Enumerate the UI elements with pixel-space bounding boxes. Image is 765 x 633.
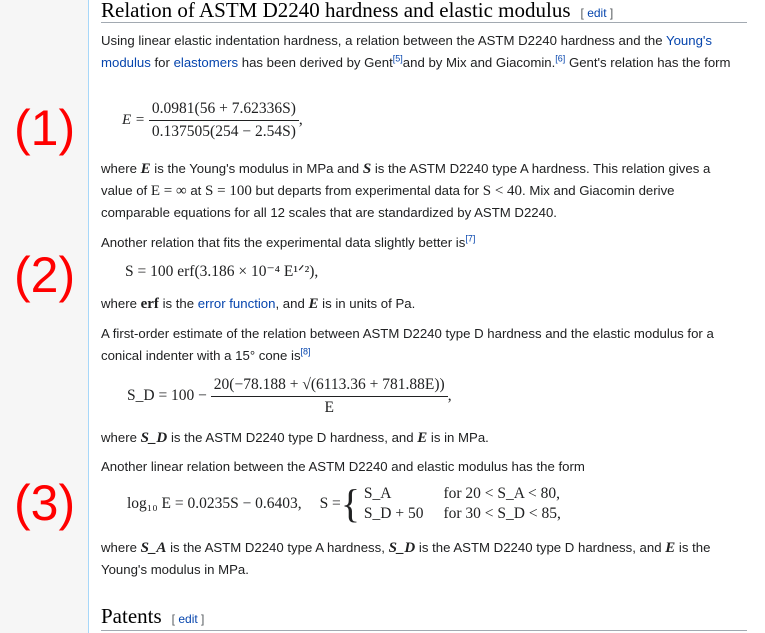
equation-type-d — [127, 376, 452, 417]
text: is in units of Pa. — [318, 296, 416, 311]
section-title: Relation of ASTM D2240 hardness and elastic modulus — [101, 0, 571, 22]
section-heading — [101, 0, 613, 23]
case-value: S_A — [363, 485, 392, 502]
case-row — [364, 484, 567, 504]
math-inline: E = ∞ — [150, 183, 187, 199]
text: is the Young's modulus in MPa and — [150, 161, 363, 176]
paragraph-gent-explanation — [101, 158, 741, 224]
text: is in MPa. — [427, 430, 489, 445]
edit-section-link-wrapper: [ edit ] — [171, 612, 205, 626]
text: where — [101, 540, 141, 555]
edit-section-link[interactable]: edit — [178, 612, 198, 626]
text: is the ASTM D2240 type D hardness, and — [167, 430, 418, 445]
annotation-number-1: (1) — [14, 100, 76, 156]
paragraph-another-relation — [101, 232, 741, 254]
reference-6-link[interactable]: [6] — [555, 53, 566, 64]
equation-fraction — [149, 100, 299, 141]
text: but departs from experimental data for — [251, 183, 483, 198]
equation-lhs: S_D = 100 − — [127, 387, 207, 405]
fraction-denominator: E — [324, 399, 334, 416]
math-erf: erf — [140, 296, 159, 312]
math-E: E — [308, 296, 319, 312]
case-row — [364, 504, 567, 524]
text: , and — [275, 296, 309, 311]
cases-table — [364, 484, 567, 524]
paragraph-linear-relation — [101, 456, 741, 478]
equation-gent — [122, 100, 303, 141]
text: where — [101, 161, 141, 176]
text: is the Young's modulus in MPa. — [101, 540, 711, 577]
text: A first-order estimate of the relation between ASTM D2240 type D hardness and the elastic modulus for a conical indenter with a 15° cone is — [101, 326, 714, 363]
edit-section-link[interactable]: edit — [587, 6, 607, 20]
equation-trailing-comma: , — [298, 111, 303, 129]
text: at — [186, 183, 206, 198]
math-inline: S < 40 — [482, 183, 523, 199]
error-function-link[interactable]: error function — [197, 296, 276, 311]
paragraph-first-order-estimate — [101, 323, 741, 367]
paragraph-intro — [101, 30, 741, 74]
text: Gent's relation has the form — [565, 55, 731, 70]
equation-erf: S = 100 erf(3.186 × 10⁻⁴ E¹ᐟ²), — [125, 263, 319, 280]
equation-log-linear — [127, 481, 567, 526]
elastomers-link[interactable]: elastomers — [173, 55, 239, 70]
heading-divider — [101, 630, 747, 631]
paragraph-linear-explanation — [101, 537, 741, 581]
case-value: S_D + 50 — [363, 505, 424, 522]
annotation-number-2: (2) — [14, 247, 76, 303]
left-sidebar — [0, 0, 88, 633]
edit-section-link-wrapper: [ edit ] — [580, 6, 614, 20]
section-title: Patents — [101, 604, 162, 628]
text: . Mix and Giacomin derive comparable equations for all 12 scales that are standardized by ASTM D2240. — [101, 183, 675, 220]
math-E: E — [140, 161, 151, 177]
math-SD: S_D — [140, 430, 168, 446]
case-condition: for 20 < S_A < 80, — [443, 485, 560, 502]
section-heading-patents — [101, 604, 204, 629]
fraction-numerator: 0.0981(56 + 7.62336S) — [149, 100, 299, 121]
math-E: E — [417, 430, 428, 446]
reference-7-link[interactable]: [7] — [465, 233, 476, 244]
equation-trailing-comma: , — [447, 387, 452, 405]
math-S: S — [362, 161, 372, 177]
text: and by Mix and Giacomin. — [402, 55, 556, 70]
text: Another linear relation between the ASTM D2240 and elastic modulus has the form — [101, 459, 585, 474]
paragraph-erf-explanation — [101, 293, 741, 315]
equation-lhs: log₁₀ E = 0.0235S − 0.6403, — [127, 495, 302, 512]
fraction-numerator: 20(−78.188 + √(6113.36 + 781.88E)) — [211, 376, 448, 397]
text: where — [101, 296, 141, 311]
text: Using linear elastic indentation hardness, a relation between the ASTM D2240 hardness and the — [101, 33, 666, 48]
math-E: E — [665, 540, 676, 556]
text: has been derived by Gent — [238, 55, 393, 70]
text: Another relation that fits the experimental data slightly better is — [101, 235, 466, 250]
equation-lhs: E = — [122, 112, 146, 129]
text: for — [150, 55, 174, 70]
text: is the ASTM D2240 type D hardness, and — [415, 540, 666, 555]
equation-fraction — [211, 376, 448, 417]
heading-divider — [101, 22, 747, 23]
cases-brace: { — [340, 481, 361, 526]
youngs-modulus-link[interactable]: Young's modulus — [101, 33, 713, 70]
reference-8-link[interactable]: [8] — [300, 346, 311, 357]
text: is the ASTM D2240 type A hardness. This relation gives a value of — [101, 161, 711, 198]
text: where — [101, 430, 141, 445]
paragraph-type-d-explanation — [101, 427, 741, 449]
math-inline: S = 100 — [205, 183, 252, 199]
fraction-denominator: 0.137505(254 − 2.54S) — [151, 123, 296, 140]
annotation-number-3: (3) — [14, 475, 76, 531]
reference-5-link[interactable]: [5] — [392, 53, 403, 64]
text: is the — [158, 296, 198, 311]
case-condition: for 30 < S_D < 85, — [443, 505, 561, 522]
math-SA: S_A — [140, 540, 167, 556]
equation-s-equals: S = — [319, 495, 341, 512]
text: is the ASTM D2240 type A hardness, — [166, 540, 389, 555]
math-SD: S_D — [388, 540, 416, 556]
